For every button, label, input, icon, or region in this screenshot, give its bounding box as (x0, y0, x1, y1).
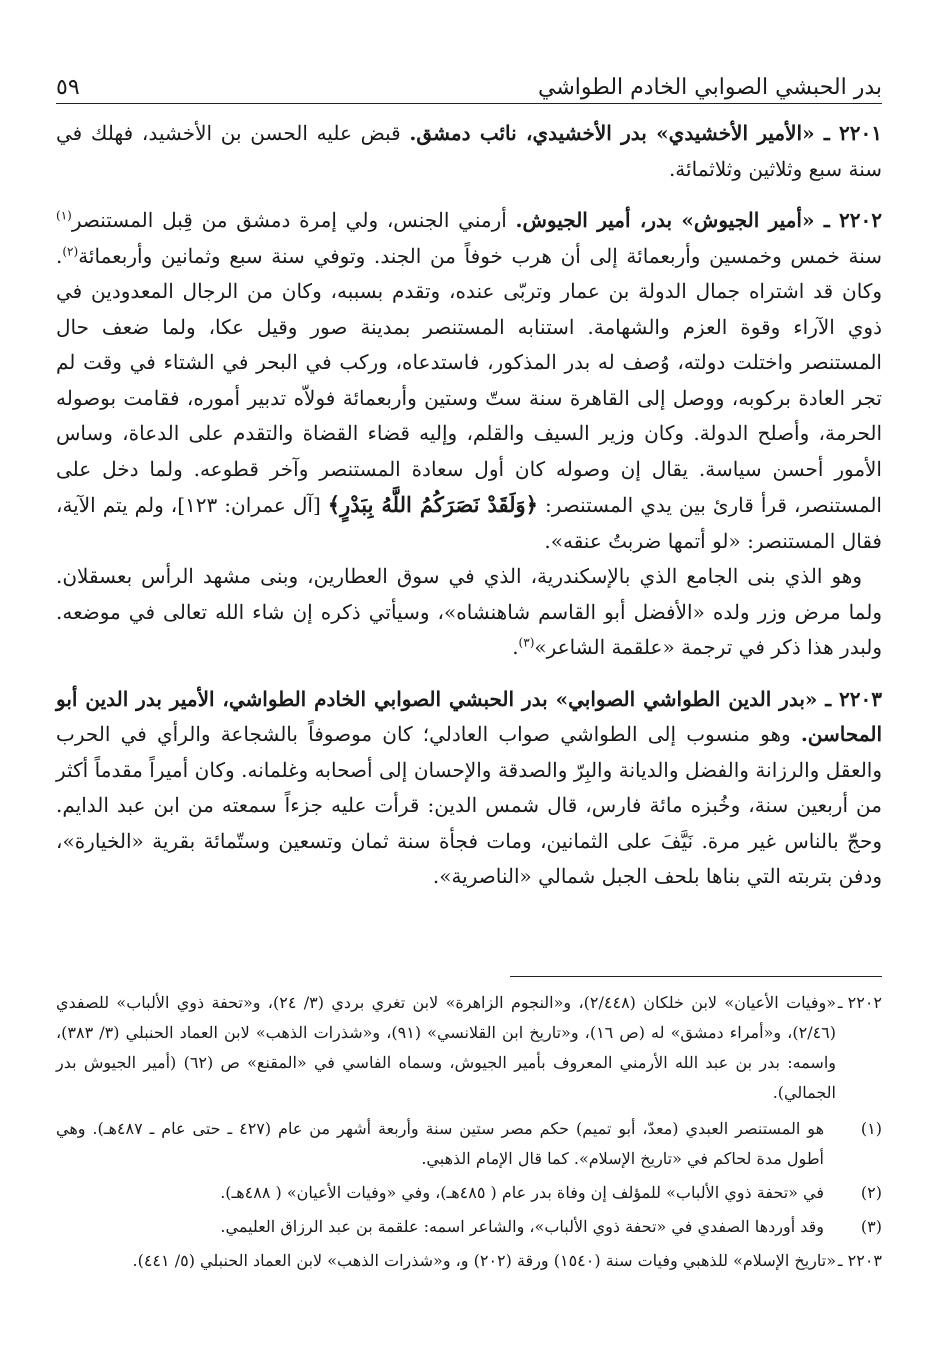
entry-text: . وكان قد اشتراه جمال الدولة بن عمار وتربّى عنده، وتقدم بسببه، وكان من الرجال المعدودين في ذوي الآراء وقوة العزم والشهامة. استنابه المستنصر بمدينة صور وقيل عكا، ولما ضعف حال المستنصر واختلت دولته، وُصف له بدر المذكور، فاستدعاه، وركب في البحر في الشتاء في وقت لم تجر العادة بركوبه، ووصل إلى القاهرة سنة ستّ وستين وأربعمائة فولاّه تدبير أموره، فقامت بوصوله الحرمة، وأصلح الدولة. وكان وزير السيف والقلم، وإليه قضاء القضاة والتقدم على الدعاة، وساس الأمور أحسن سياسة. يقال إن وصوله كان أول سعادة المستنصر وآخر قطوعه. ولما دخل على المستنصر، قرأ قارئ بين يدي المستنصر: (56, 243, 883, 517)
entry-heading: ٢٢٠٣ ـ «بدر الدين الطواشي الصوابي» بدر الحبشي الصوابي الخادم الطواشي، الأمير بدر الدين أبو المحاسن. (56, 686, 883, 746)
footnote-number: ٢٢٠٢ ـ (837, 993, 882, 1012)
page-number: ٥٩ (56, 75, 80, 100)
footnote-text: «تاريخ الإسلام» للذهبي وفيات سنة (١٥٤٠) ورقة (٢٠٢) و، و«شذرات الذهب» لابن العماد الحنبلي (٥/ ٤٤١). (132, 1251, 836, 1270)
footnote-source-2203 (56, 1246, 882, 1276)
page-header (56, 56, 882, 100)
footnote-number: (١) (860, 1119, 882, 1138)
footnote-number: ٢٢٠٣ ـ (837, 1251, 882, 1270)
footnote-text: «وفيات الأعيان» لابن خلكان (٢/٤٤٨)، و«النجوم الزاهرة» لابن تغري بردي (٣/ ٢٤)، و«تحفة ذوي الألباب» للصفدي (٢/٤٦)، و«أمراء دمشق» له (ص ١٦)، و«تاريخ ابن القلانسي» (٩١)، و«شذرات الذهب» لابن العماد الحنبلي (٣/ ٣٨٣)، واسمه: بدر بن عبد الله الأرمني المعروف بأمير الجيوش، وسماه الفاسي في «المقنع» ص (٦٢) (أمير الجيوش بدر الجمالي). (56, 993, 837, 1102)
entry-heading: ٢٢٠٢ ـ «أمير الجيوش» بدر، أمير الجيوش. (515, 208, 883, 232)
entry-text: قبض عليه الحسن بن الأخشيد، فهلك في سنة سبع وثلاثين وثلاثمائة. (56, 121, 882, 181)
footnote-text: وقد أوردها الصفدي في «تحفة ذوي الألباب»، والشاعر اسمه: علقمة بن عبد الرزاق العليمي. (220, 1217, 824, 1236)
entry-2202 (56, 203, 882, 666)
entry-text: أرمني الجنس، ولي إمرة دمشق من قِبل المستنصر (71, 208, 507, 232)
footnote-source-2202 (56, 988, 882, 1108)
footnote-divider (510, 976, 882, 977)
footnote-marker[interactable]: (٣) (518, 635, 535, 650)
footnote-marker[interactable]: (١) (56, 208, 72, 223)
entry-heading: ٢٢٠١ ـ «الأمير الأخشيدي» بدر الأخشيدي، نائب دمشق. (409, 121, 883, 145)
quran-verse: ﴿وَلَقَدْ نَصَرَكُمُ اللَّهُ بِبَدْرٍ﴾ (327, 492, 538, 517)
entry-2201 (56, 116, 882, 187)
entry-2203 (56, 682, 882, 895)
running-title: بدر الحبشي الصوابي الخادم الطواشي (538, 75, 882, 100)
footnote-2 (56, 1178, 882, 1208)
footnote-marker[interactable]: (٢) (62, 243, 79, 258)
entry-text: . (512, 635, 519, 659)
entry-text: سنة خمس وخمسين وأربعمائة إلى أن هرب خوفاً من الجند. وتوفي سنة سبع وثمانين وأربعمائة (78, 243, 882, 268)
footnote-3 (56, 1212, 882, 1242)
entry-text: وهو الذي بنى الجامع الذي بالإسكندرية، الذي في سوق العطارين، وبنى مشهد الرأس بعسقلان. ولما مرض وزر ولده «الأفضل أبو القاسم شاهنشاه»، وسيأتي ذكره إن شاء الله تعالى في موضعه. ولبدر هذا ذكر في ترجمة «علقمة الشاعر» (56, 564, 882, 659)
entry-text: ، ولم يتم الآية، فقال المستنصر: «لو أتمها ضربتُ عنقه». (56, 493, 882, 553)
footnotes (56, 988, 882, 1282)
footnote-text: هو المستنصر العبدي (معدّ، أبو تميم) حكم مصر ستين سنة وأربعة أشهر من عام (٤٢٧ ـ حتى عام ـ ٤٨٧هـ). وهي أطول مدة لحاكم في «تاريخ الإسلام». كما قال الإمام الذهبي. (56, 1119, 825, 1168)
footnote-text: في «تحفة ذوي الألباب» للمؤلف إن وفاة بدر عام ( ٤٨٥هـ)، وفي «وفيات الأعيان» ( ٤٨٨هـ). (220, 1183, 824, 1202)
footnote-number: (٣) (860, 1217, 882, 1236)
entry-text: وهو منسوب إلى الطواشي صواب العادلي؛ كان موصوفاً بالشجاعة والرأي في الحرب والعقل والرزانة والفضل والديانة والبِرّ والصدقة والإحسان إلى أصحابه وغلمانه. وكان أميراً مقدماً أكثر من أربعين سنة، وخُبزه مائة فارس، قال شمس الدين: قرأت عليه جزءاً سمعته من ابن عبد الدايم. وحجّ بالناس غير مرة. نَيَّفَ على الثمانين، ومات فجأة سنة ثمان وتسعين وستّمائة بقرية «الخيارة»، ودفن بتربته التي بناها بلحف الجبل شمالي «الناصرية». (56, 722, 882, 888)
verse-reference: [آل عمران: ١٢٣] (177, 493, 321, 517)
header-divider (56, 103, 882, 104)
footnote-1 (56, 1114, 882, 1174)
main-text (56, 116, 882, 911)
footnote-number: (٢) (860, 1183, 882, 1202)
